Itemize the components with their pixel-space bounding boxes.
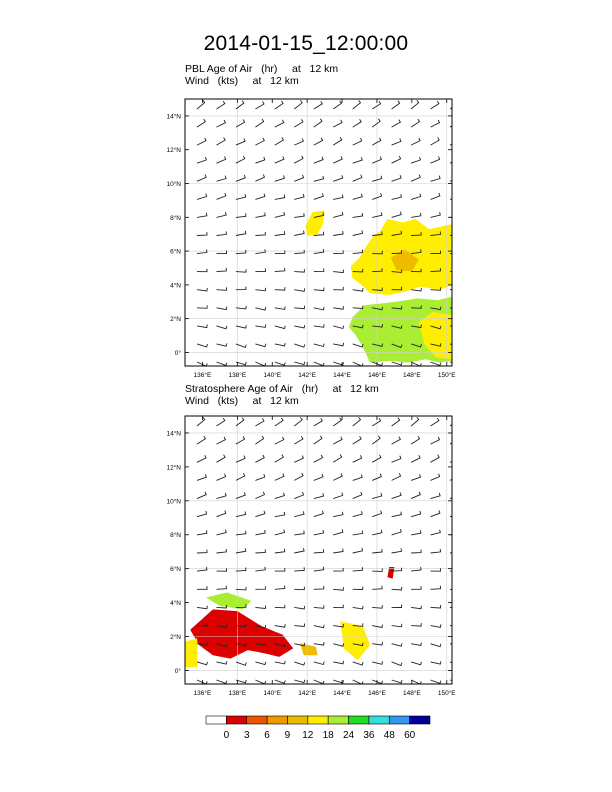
colorbar-level-label: 60 [404,730,416,741]
colorbar-swatch [369,716,389,724]
colorbar-swatch [349,716,369,724]
colorbar-swatch [206,716,226,724]
colorbar-swatch [308,716,328,724]
colorbar-level-label: 24 [342,730,355,741]
colorbar-swatch [247,716,267,724]
x-tick-label: 140°E [263,372,282,379]
colorbar-swatch [410,716,430,724]
colorbar-level-label: 6 [264,730,270,741]
top-panel-wind-label: Wind (kts) at 12 km [185,75,299,87]
colorbar-level-label: 36 [363,730,375,741]
colorbar-level-label: 9 [284,730,291,741]
colorbar-level-label: 0 [223,730,230,741]
x-tick-label: 148°E [402,372,421,379]
x-tick-label: 144°E [333,372,351,379]
x-tick-label: 150°E [437,372,456,379]
colorbar-swatch [226,716,246,724]
y-tick-label: 12°N [166,147,181,155]
bottom-panel-field-label: Stratosphere Age of Air (hr) at 12 km [185,383,379,395]
x-tick-label: 136°E [193,372,212,379]
top-panel-field-label: PBL Age of Air (hr) at 12 km [185,63,339,75]
y-tick-label: 14°N [166,430,181,438]
colorbar-level-label: 3 [243,730,250,741]
x-tick-label: 150°E [437,690,456,697]
y-tick-label: 14°N [166,113,181,121]
y-tick-label: 8°N [170,214,181,222]
x-tick-label: 146°E [368,372,386,379]
y-tick-label: 4°N [170,282,181,290]
y-tick-label: 10°N [166,180,181,188]
colorbar-level-label: 12 [302,730,314,741]
x-tick-label: 142°E [298,372,317,379]
colorbar-level-label: 48 [383,730,395,741]
colorbar-swatch [287,716,307,724]
colorbar-swatch [328,716,348,724]
x-tick-label: 138°E [228,372,247,379]
y-tick-label: 4°N [170,600,181,608]
y-tick-label: 6°N [170,566,181,574]
x-tick-label: 148°E [402,690,421,697]
y-tick-label: 0° [174,667,181,675]
y-tick-label: 2°N [170,634,181,642]
colorbar-swatch [389,716,409,724]
colorbar-level-label: 18 [322,730,334,741]
y-tick-label: 12°N [166,464,181,472]
y-tick-label: 2°N [170,316,181,324]
colorbar-swatch [267,716,287,724]
x-tick-label: 142°E [298,690,317,697]
y-tick-label: 10°N [166,498,181,506]
y-tick-label: 0° [174,349,181,357]
y-tick-label: 8°N [170,532,181,540]
x-tick-label: 136°E [193,690,212,697]
x-tick-label: 144°E [333,690,351,697]
y-tick-label: 6°N [170,248,181,256]
x-tick-label: 146°E [368,690,386,697]
x-tick-label: 140°E [263,690,282,697]
page-title: 2014-01-15_12:00:00 [203,32,409,55]
x-tick-label: 138°E [228,690,247,697]
bottom-panel-wind-label: Wind (kts) at 12 km [185,395,299,407]
